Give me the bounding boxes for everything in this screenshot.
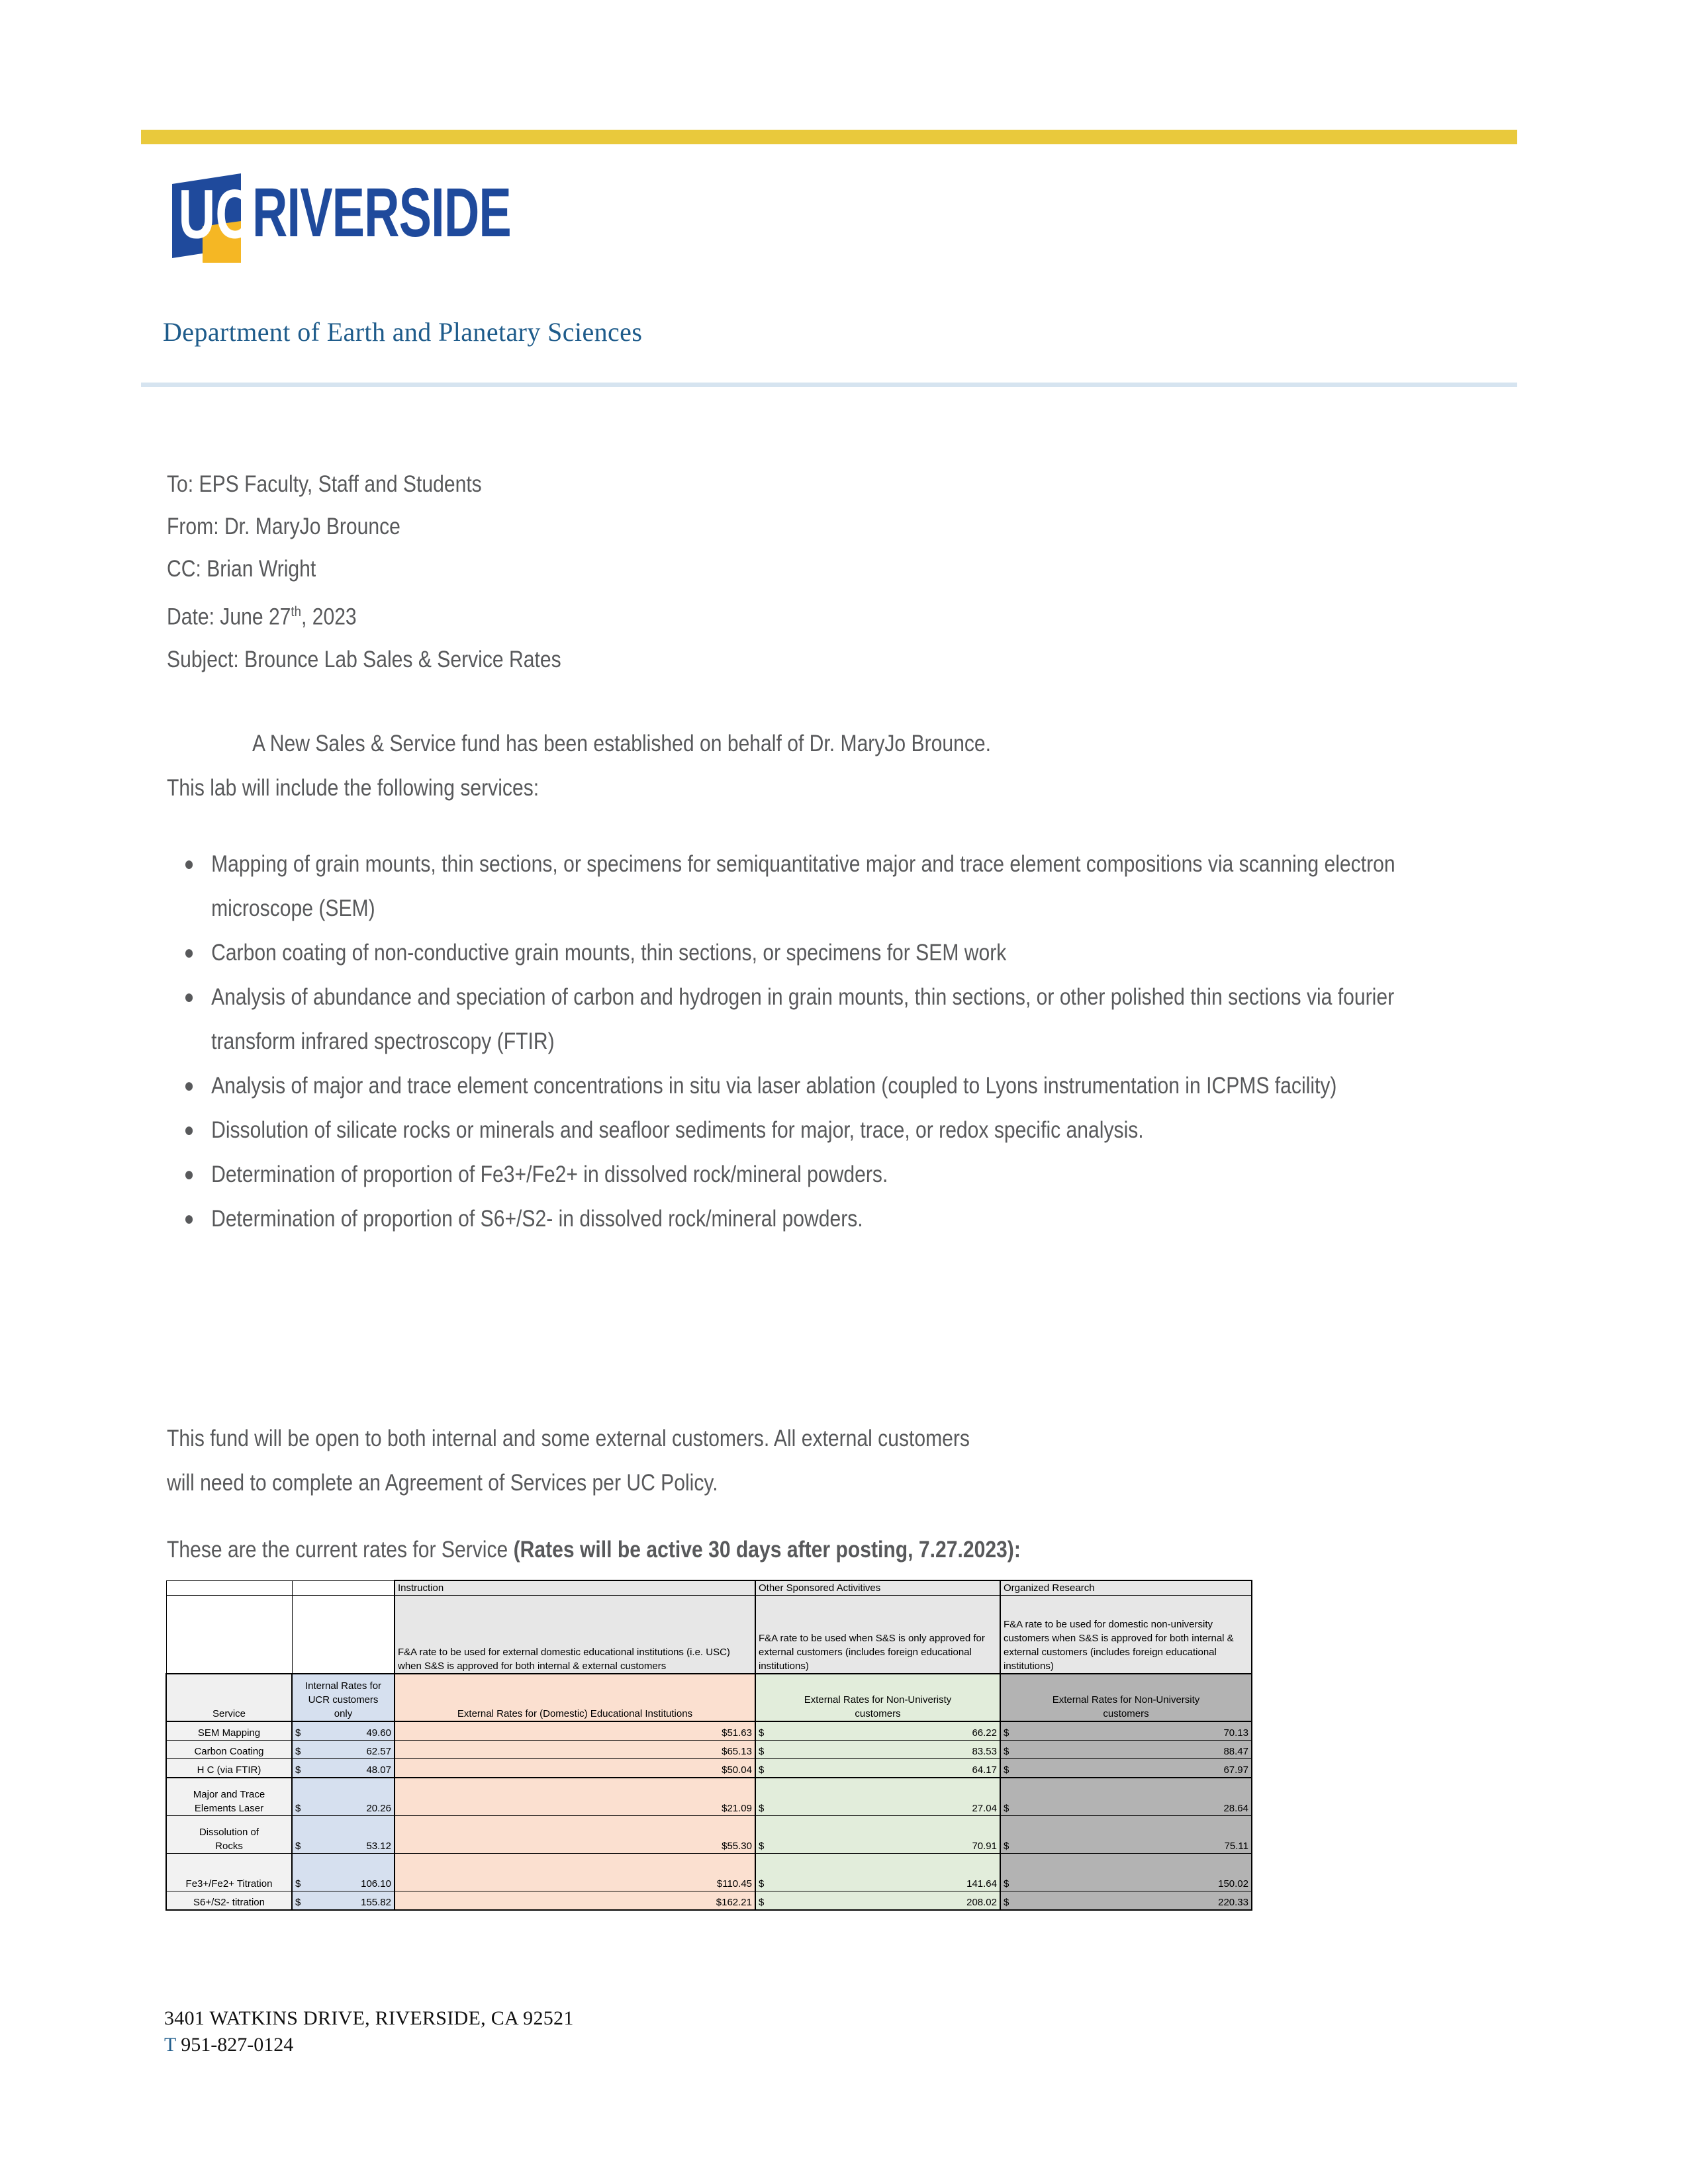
row-internal-amount: 49.60: [366, 1727, 391, 1739]
rates-intro-line: [167, 1527, 1425, 1572]
row-organized-research-rate: [1000, 1740, 1252, 1758]
currency-symbol: $: [759, 1745, 765, 1757]
currency-symbol: $: [759, 1727, 765, 1739]
row-internal-amount: 48.07: [366, 1764, 391, 1776]
currency-symbol: $: [759, 1878, 765, 1889]
currency-symbol: $: [295, 1745, 301, 1757]
row-internal-rate: [292, 1891, 395, 1910]
row-internal-rate: [292, 1815, 395, 1853]
memo-from: From: Dr. MaryJo Brounce: [167, 514, 400, 539]
row-other-sponsored-rate: [755, 1778, 1000, 1816]
table-row: [166, 1758, 1252, 1778]
row-internal-amount: 106.10: [361, 1878, 391, 1889]
row-other-sponsored-rate: [755, 1740, 1000, 1758]
table-band-header-row: [166, 1580, 1252, 1596]
band-header-other-sponsored: Other Sponsored Activitives: [755, 1580, 1000, 1596]
table-row: [166, 1721, 1252, 1741]
row-external-edu-rate: $65.13: [395, 1740, 755, 1758]
row-osa-amount: 208.02: [966, 1896, 997, 1908]
column-header-service: Service: [166, 1674, 292, 1721]
column-header-internal-l3: only: [334, 1707, 353, 1719]
closing-line-1: This fund will be open to both internal and some external customers. All external customers: [167, 1426, 970, 1451]
memo-header: [167, 463, 1425, 681]
footer-phone-label: T: [164, 2034, 176, 2056]
currency-symbol: $: [1004, 1896, 1009, 1908]
band-header-instruction: Instruction: [395, 1580, 755, 1596]
currency-symbol: $: [1004, 1764, 1009, 1776]
table-row: [166, 1891, 1252, 1910]
column-header-external-edu: External Rates for (Domestic) Educational Institutions: [395, 1674, 755, 1721]
bullet-dot-icon: ●: [183, 986, 195, 1008]
row-osa-amount: 27.04: [972, 1802, 997, 1814]
row-org-amount: 28.64: [1223, 1802, 1248, 1814]
currency-symbol: $: [295, 1764, 301, 1776]
row-service-name-l1: Dissolution of: [199, 1826, 259, 1838]
currency-symbol: $: [1004, 1727, 1009, 1739]
bullet-dot-icon: ●: [183, 1119, 195, 1141]
row-external-edu-rate: $110.45: [395, 1853, 755, 1891]
department-title: Department of Earth and Planetary Sciences: [163, 317, 643, 347]
row-service-name-l1: Major and Trace: [193, 1788, 265, 1800]
currency-symbol: $: [295, 1878, 301, 1889]
row-osa-amount: 70.91: [972, 1840, 997, 1852]
currency-symbol: $: [295, 1727, 301, 1739]
currency-symbol: $: [759, 1896, 765, 1908]
intro-line-2: This lab will include the following services:: [167, 775, 539, 801]
memo-date-prefix: Date: June 27: [167, 604, 291, 630]
row-service-name: S6+/S2- titration: [166, 1891, 292, 1910]
column-header-organized-research: [1000, 1674, 1252, 1721]
rates-intro-normal: These are the current rates for Service: [167, 1537, 514, 1563]
description-organized-research: F&A rate to be used for domestic non-university customers when S&S is approved for both internal & external customers (includes foreign educational institutions): [1000, 1596, 1252, 1674]
list-item-label: Dissolution of silicate rocks or minerals and seafloor sediments for major, trace, or redox specific analysis.: [211, 1117, 1144, 1143]
row-service-name: [166, 1778, 292, 1816]
currency-symbol: $: [295, 1840, 301, 1852]
row-other-sponsored-rate: [755, 1891, 1000, 1910]
row-internal-rate: [292, 1758, 395, 1778]
footer-phone-number: 951-827-0124: [181, 2034, 294, 2056]
closing-line-2: will need to complete an Agreement of Services per UC Policy.: [167, 1470, 718, 1496]
header-divider: [141, 383, 1517, 387]
table-row: [166, 1740, 1252, 1758]
row-internal-amount: 155.82: [361, 1896, 391, 1908]
currency-symbol: $: [759, 1840, 765, 1852]
svg-text:UC: UC: [178, 175, 253, 253]
row-service-name-l2: Rocks: [215, 1840, 243, 1852]
list-item-label: Determination of proportion of Fe3+/Fe2+ in dissolved rock/mineral powders.: [211, 1161, 888, 1187]
empty-corner-cell-2: [292, 1580, 395, 1596]
row-internal-amount: 20.26: [366, 1802, 391, 1814]
row-internal-rate: [292, 1740, 395, 1758]
list-item: [167, 1064, 1464, 1108]
currency-symbol: $: [1004, 1878, 1009, 1889]
empty-desc-cell: [166, 1596, 292, 1674]
table-row: [166, 1853, 1252, 1891]
list-item: [167, 931, 1464, 975]
list-item-label: Determination of proportion of S6+/S2- in dissolved rock/mineral powders.: [211, 1206, 863, 1232]
intro-paragraph: [167, 721, 1425, 810]
column-header-org-l1: External Rates for Non-University: [1052, 1694, 1200, 1706]
rates-table: [165, 1580, 1252, 1911]
row-org-amount: 88.47: [1223, 1745, 1248, 1757]
row-osa-amount: 141.64: [966, 1878, 997, 1889]
row-internal-rate: [292, 1778, 395, 1816]
empty-desc-cell-2: [292, 1596, 395, 1674]
bullet-dot-icon: ●: [183, 942, 195, 964]
row-org-amount: 150.02: [1218, 1878, 1248, 1889]
page-footer: [164, 2005, 574, 2058]
table-row: [166, 1815, 1252, 1853]
memo-date-suffix: , 2023: [301, 604, 357, 630]
description-instruction: F&A rate to be used for external domestic educational institutions (i.e. USC) when S&S is approved for both internal & external customers: [395, 1596, 755, 1674]
row-organized-research-rate: [1000, 1853, 1252, 1891]
row-service-name: H C (via FTIR): [166, 1758, 292, 1778]
list-item: [167, 1152, 1464, 1197]
currency-symbol: $: [1004, 1802, 1009, 1814]
bullet-dot-icon: ●: [183, 853, 195, 875]
svg-text:RIVERSIDE: RIVERSIDE: [252, 174, 511, 252]
list-item-label: Analysis of major and trace element concentrations in situ via laser ablation (coupled to Lyons instrumentation in ICPMS facility): [211, 1073, 1337, 1099]
list-item-label: Mapping of grain mounts, thin sections, or specimens for semiquantitative major and trace element compositions via scanning electron microscope (SEM): [211, 851, 1395, 921]
band-header-organized-research: Organized Research: [1000, 1580, 1252, 1596]
row-organized-research-rate: [1000, 1758, 1252, 1778]
bullet-dot-icon: ●: [183, 1075, 195, 1097]
row-org-amount: 67.97: [1223, 1764, 1248, 1776]
row-organized-research-rate: [1000, 1891, 1252, 1910]
row-other-sponsored-rate: [755, 1853, 1000, 1891]
currency-symbol: $: [759, 1764, 765, 1776]
row-other-sponsored-rate: [755, 1815, 1000, 1853]
row-org-amount: 220.33: [1218, 1896, 1248, 1908]
intro-line-1: A New Sales & Service fund has been established on behalf of Dr. MaryJo Brounce.: [252, 731, 992, 756]
row-external-edu-rate: $50.04: [395, 1758, 755, 1778]
row-osa-amount: 64.17: [972, 1764, 997, 1776]
row-osa-amount: 66.22: [972, 1727, 997, 1739]
currency-symbol: $: [1004, 1745, 1009, 1757]
currency-symbol: $: [1004, 1840, 1009, 1852]
column-header-osa-l1: External Rates for Non-Univeristy: [804, 1694, 952, 1706]
currency-symbol: $: [759, 1802, 765, 1814]
row-internal-rate: [292, 1721, 395, 1741]
row-internal-rate: [292, 1853, 395, 1891]
row-org-amount: 75.11: [1224, 1840, 1248, 1852]
row-external-edu-rate: $55.30: [395, 1815, 755, 1853]
empty-corner-cell: [166, 1580, 292, 1596]
table-description-row: [166, 1596, 1252, 1674]
row-organized-research-rate: [1000, 1815, 1252, 1853]
gold-accent-bar: [141, 130, 1517, 144]
bullet-dot-icon: ●: [183, 1208, 195, 1230]
row-service-name-l2: Elements Laser: [194, 1802, 264, 1814]
row-service-name: [166, 1815, 292, 1853]
row-service-name: SEM Mapping: [166, 1721, 292, 1741]
row-internal-amount: 53.12: [366, 1840, 391, 1852]
row-organized-research-rate: [1000, 1778, 1252, 1816]
list-item-label: Carbon coating of non-conductive grain mounts, thin sections, or specimens for SEM work: [211, 940, 1007, 966]
closing-paragraph: [167, 1416, 1425, 1505]
memo-to: To: EPS Faculty, Staff and Students: [167, 471, 482, 497]
table-row: [166, 1778, 1252, 1816]
row-org-amount: 70.13: [1223, 1727, 1248, 1739]
column-header-internal-l2: UCR customers: [308, 1694, 379, 1706]
row-external-edu-rate: $21.09: [395, 1778, 755, 1816]
table-column-header-row: [166, 1674, 1252, 1721]
memo-date-ordinal: th: [291, 603, 301, 619]
row-external-edu-rate: $162.21: [395, 1891, 755, 1910]
row-internal-amount: 62.57: [366, 1745, 391, 1757]
footer-address: 3401 WATKINS DRIVE, RIVERSIDE, CA 92521: [164, 2007, 574, 2029]
rates-intro-bold: (Rates will be active 30 days after posting, 7.27.2023):: [513, 1537, 1021, 1563]
footer-phone: [164, 2032, 574, 2058]
memo-cc: CC: Brian Wright: [167, 556, 316, 582]
row-organized-research-rate: [1000, 1721, 1252, 1741]
list-item-label: Analysis of abundance and speciation of carbon and hydrogen in grain mounts, thin sections, or other polished thin sections via fourier transform infrared spectroscopy (FTIR): [211, 984, 1395, 1054]
currency-symbol: $: [295, 1802, 301, 1814]
uc-riverside-logo: [167, 173, 630, 263]
column-header-internal: [292, 1674, 395, 1721]
column-header-internal-l1: Internal Rates for: [305, 1680, 382, 1692]
row-service-name: [166, 1853, 292, 1891]
row-osa-amount: 83.53: [972, 1745, 997, 1757]
column-header-osa-l2: customers: [855, 1707, 901, 1719]
bullet-dot-icon: ●: [183, 1163, 195, 1185]
list-item: [167, 1197, 1464, 1241]
description-other-sponsored: F&A rate to be used when S&S is only approved for external customers (includes foreign educational institutions): [755, 1596, 1000, 1674]
list-item: [167, 842, 1464, 931]
list-item: [167, 1108, 1464, 1152]
list-item: [167, 975, 1464, 1064]
column-header-other-sponsored: [755, 1674, 1000, 1721]
currency-symbol: $: [295, 1896, 301, 1908]
row-other-sponsored-rate: [755, 1721, 1000, 1741]
column-header-org-l2: customers: [1103, 1707, 1149, 1719]
memo-date: [167, 590, 1248, 639]
row-external-edu-rate: $51.63: [395, 1721, 755, 1741]
row-service-name-l2: Fe3+/Fe2+ Titration: [185, 1878, 273, 1889]
row-service-name: Carbon Coating: [166, 1740, 292, 1758]
row-other-sponsored-rate: [755, 1758, 1000, 1778]
services-bullet-list: [167, 842, 1464, 1241]
memo-subject: Subject: Brounce Lab Sales & Service Rates: [167, 646, 561, 672]
rates-table-container: [165, 1580, 1251, 1911]
